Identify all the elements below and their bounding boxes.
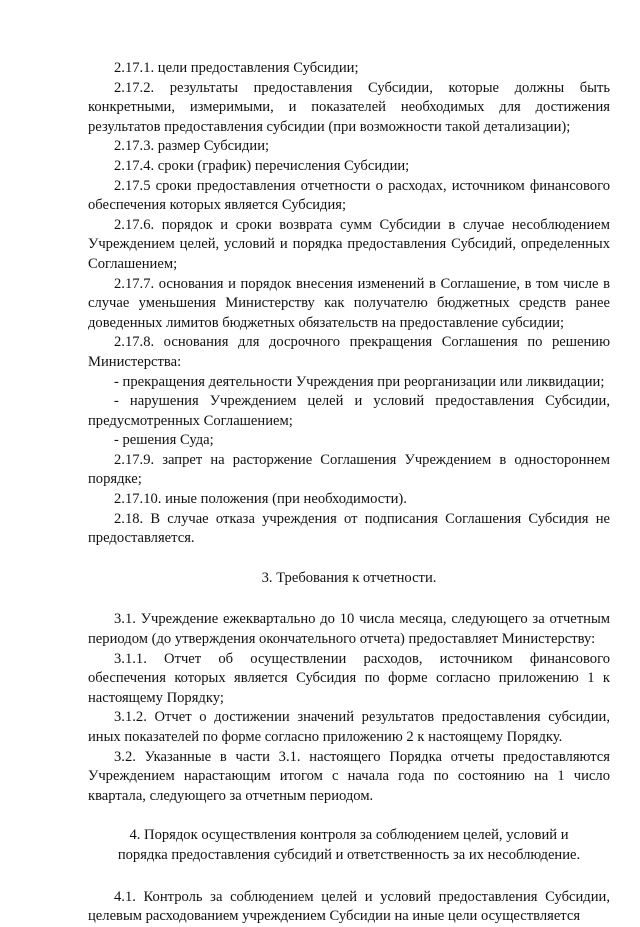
clause-2-17-8-item-1: - прекращения деятельности Учреждения при реорганизации или ликвидации; — [114, 373, 605, 390]
section-3 — [88, 569, 610, 807]
clause-2-17-6: 2.17.6. порядок и сроки возврата сумм Субсидии в случае несоблюдением Учреждением целей, условий и порядка предоставления Субсидий, определенных Соглашением; — [88, 216, 610, 272]
document-page — [88, 59, 610, 927]
spacer — [88, 549, 610, 569]
clause-2-17-2: 2.17.2. результаты предоставления Субсидии, которые должны быть конкретными, измеримыми, и показателей необходимых для достижения результатов предоставления субсидии (при возможности такой детализации); — [88, 79, 610, 135]
spacer — [88, 806, 610, 826]
clause-3-1: 3.1. Учреждение ежеквартально до 10 числа месяца, следующего за отчетным периодом (до утверждения окончательного отчета) предоставляет Министерству: — [88, 611, 610, 648]
section-2-tail — [88, 59, 610, 549]
clause-3-1-2: 3.1.2. Отчет о достижении значений результатов предоставления субсидии, иных показателей по форме согласно приложению 2 к настоящему Порядку. — [88, 709, 610, 745]
section-4-heading-line-2: порядка предоставления субсидий и ответственность за их несоблюдение. — [117, 846, 581, 863]
section-4-heading-line-1: 4. Порядок осуществления контроля за соблюдением целей, условий и — [129, 827, 569, 844]
clause-2-17-5: 2.17.5 сроки предоставления отчетности о расходах, источником финансового обеспечения которых является Субсидия; — [88, 177, 610, 214]
clause-2-17-4: 2.17.4. сроки (график) перечисления Субсидии; — [114, 157, 410, 174]
spacer — [88, 866, 610, 888]
clause-2-18: 2.18. В случае отказа учреждения от подписания Соглашения Субсидия не предоставляется. — [88, 510, 610, 547]
clause-2-17-8-item-3: - решения Суда; — [114, 432, 214, 449]
clause-2-17-10: 2.17.10. иные положения (при необходимости). — [114, 491, 407, 508]
clause-2-17-3: 2.17.3. размер Субсидии; — [114, 138, 270, 155]
clause-2-17-1: 2.17.1. цели предоставления Субсидии; — [114, 60, 359, 76]
clause-3-2: 3.2. Указанные в части 3.1. настоящего Порядка отчеты предоставляются Учреждением нарастающим итогом с начала года по состоянию на 1 число квартала, следующего за отчетным периодом. — [88, 748, 610, 804]
section-4 — [88, 826, 610, 926]
clause-3-1-1: 3.1.1. Отчет об осуществлении расходов, источником финансового обеспечения которых является Субсидия по форме согласно приложению 1 к настоящему Порядку; — [88, 650, 610, 706]
clause-2-17-9: 2.17.9. запрет на расторжение Соглашения Учреждением в одностороннем порядке; — [88, 451, 610, 488]
section-3-heading: 3. Требования к отчетности. — [261, 569, 437, 586]
clause-2-17-8: 2.17.8. основания для досрочного прекращения Соглашения по решению Министерства: — [88, 334, 610, 370]
clause-4-1: 4.1. Контроль за соблюдением целей и условий предоставления Субсидии, целевым расходованием учреждением Субсидии на иные цели осуществляется — [88, 888, 610, 925]
clause-2-17-8-item-2: - нарушения Учреждением целей и условий предоставления Субсидии, предусмотренных Соглашением; — [88, 393, 610, 429]
clause-2-17-7: 2.17.7. основания и порядок внесения изменений в Соглашение, в том числе в случае уменьшения Министерству как получателю бюджетных средств ранее доведенных лимитов бюджетных обязательств на предоставление субсидии; — [88, 275, 610, 331]
spacer — [88, 588, 610, 610]
